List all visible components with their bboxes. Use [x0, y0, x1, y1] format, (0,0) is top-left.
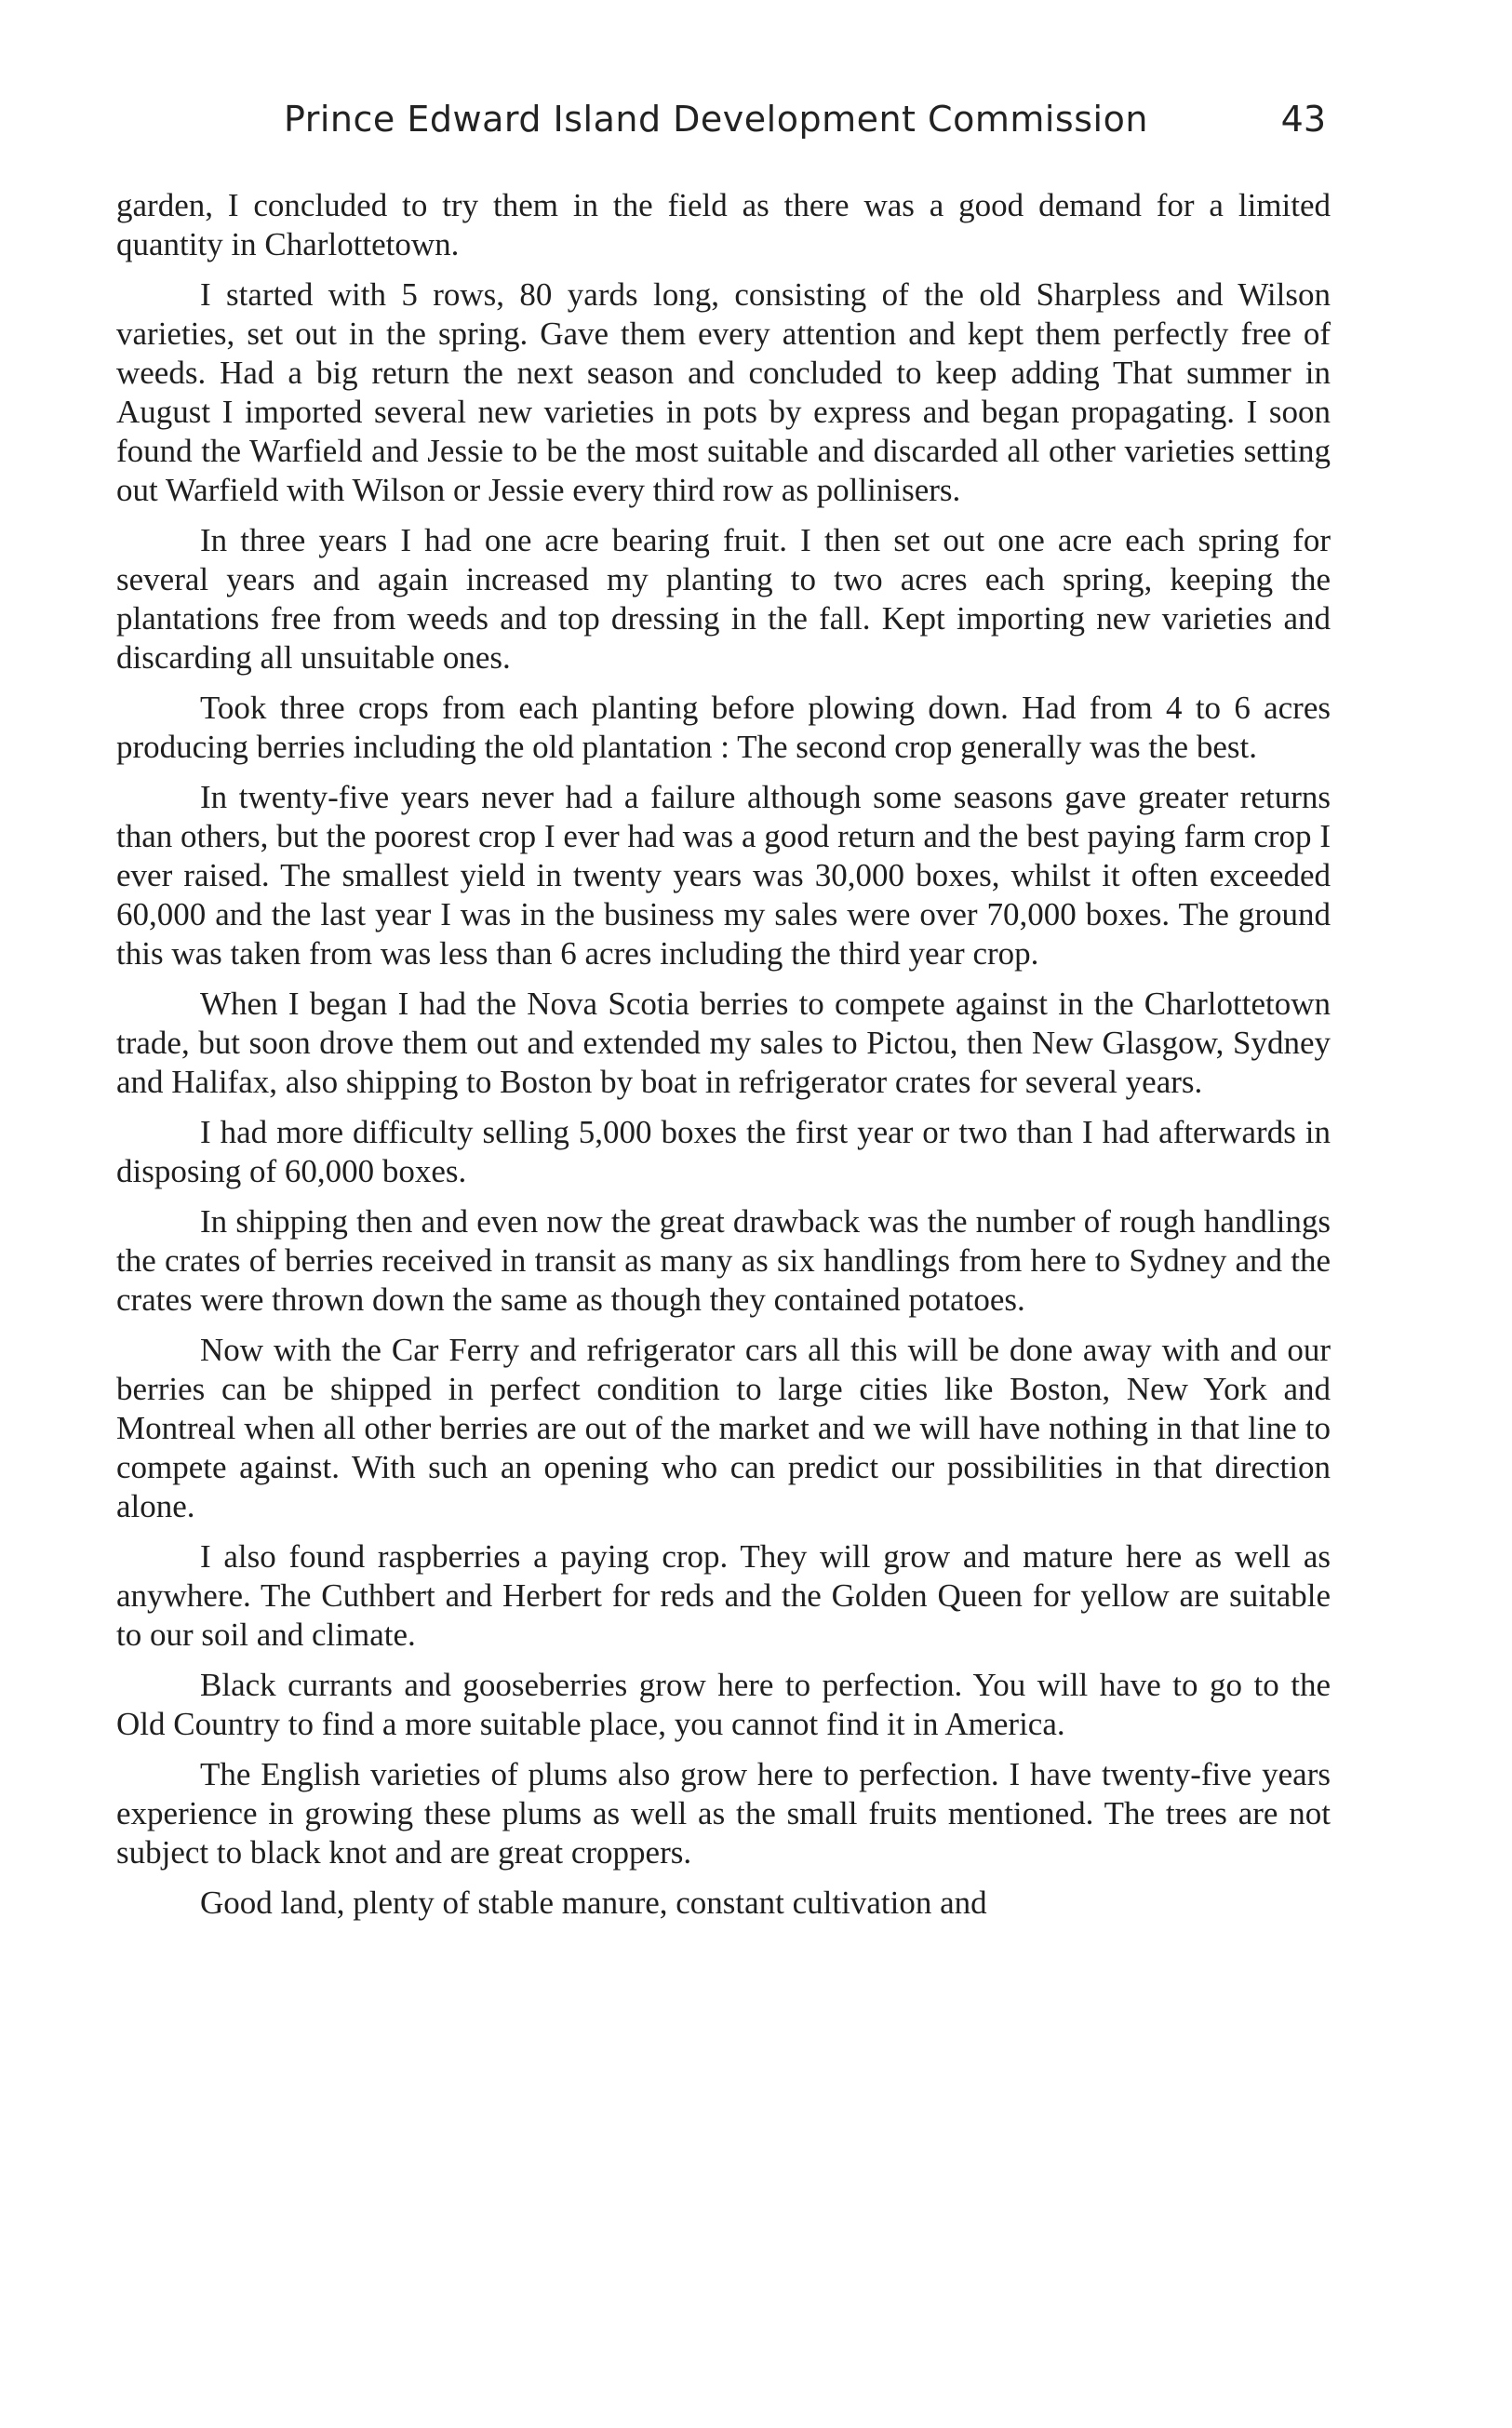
paragraph: I started with 5 rows, 80 yards long, consisting of the old Sharpless and Wilson varieties, set out in the spring. Gave them every attention and kept them perfectly free of weeds. Had a big return the next season and concluded to keep adding That summer in August I imported several new varieties in pots by express and began propagating. I soon found the Warfield and Jessie to be the most suitable and discarded all other varieties setting out Warfield with Wilson or Jessie every third row as pollinisers. [116, 276, 1331, 508]
paragraph: I had more difficulty selling 5,000 boxes the first year or two than I had afterwards in disposing of 60,000 boxes. [116, 1114, 1331, 1189]
running-title: Prince Edward Island Development Commission [284, 99, 1148, 140]
paragraph-continued: garden, I concluded to try them in the field as there was a good demand for a limited quantity in Charlottetown. [116, 187, 1331, 262]
paragraph: In shipping then and even now the great drawback was the number of rough handlings the crates of berries received in transit as many as six handlings from here to Sydney and the crates were thrown down the same as though they contained potatoes. [116, 1203, 1331, 1318]
body-text [116, 186, 1331, 1923]
paragraph: In twenty-five years never had a failure although some seasons gave greater returns than others, but the poorest crop I ever had was a good return and the best paying farm crop I ever raised. The smallest yield in twenty years was 30,000 boxes, whilst it often exceeded 60,000 and the last year I was in the business my sales were over 70,000 boxes. The ground this was taken from was less than 6 acres including the third year crop. [116, 779, 1331, 972]
page-number: 43 [1280, 99, 1326, 140]
paragraph: When I began I had the Nova Scotia berries to compete against in the Charlottetown trade, but soon drove them out and extended my sales to Pictou, then New Glasgow, Sydney and Halifax, also shipping to Boston by boat in refrigerator crates for several years. [116, 986, 1331, 1100]
paragraph: Black currants and gooseberries grow here to perfection. You will have to go to the Old Country to find a more suitable place, you cannot find it in America. [116, 1667, 1331, 1742]
paragraph: Now with the Car Ferry and refrigerator cars all this will be done away with and our berries can be shipped in perfect condition to large cities like Boston, New York and Montreal when all other berries are out of the market and we will have nothing in that line to compete against. With such an opening who can predict our possibilities in that direction alone. [116, 1332, 1331, 1524]
paragraph: Good land, plenty of stable manure, constant cultivation and [200, 1885, 987, 1921]
running-header [116, 99, 1326, 154]
paragraph: I also found raspberries a paying crop. They will grow and mature here as well as anywhere. The Cuthbert and Herbert for reds and the Golden Queen for yellow are suitable to our soil and climate. [116, 1538, 1331, 1653]
paragraph: The English varieties of plums also grow here to perfection. I have twenty-five years experience in growing these plums as well as the small fruits mentioned. The trees are not subject to black knot and are great croppers. [116, 1756, 1331, 1871]
paragraph: In three years I had one acre bearing fruit. I then set out one acre each spring for several years and again increased my planting to two acres each spring, keeping the plantations free from weeds and top dressing in the fall. Kept importing new varieties and discarding all unsuitable ones. [116, 522, 1331, 676]
paragraph: Took three crops from each planting before plowing down. Had from 4 to 6 acres producing berries including the old plantation : The second crop generally was the best. [116, 690, 1331, 765]
